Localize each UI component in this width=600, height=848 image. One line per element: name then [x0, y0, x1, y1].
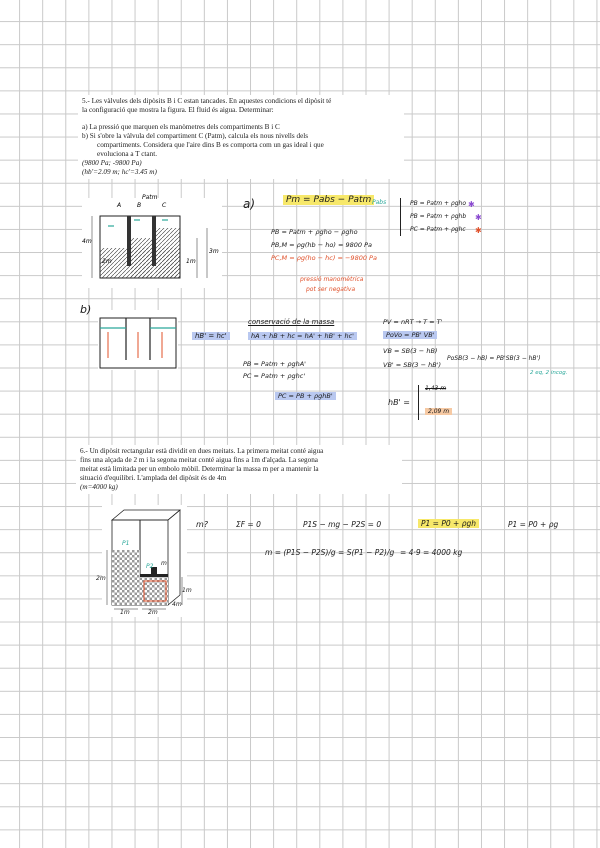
- figure-6-label-2m: 2m: [96, 575, 106, 582]
- part-b-eq-h: hB' = hc': [192, 332, 230, 340]
- part-b-hb-solution-1: 1,43 m: [425, 385, 447, 392]
- figure-5b-svg: [98, 310, 178, 370]
- problem-5-item-b1: b) Si s'obre la vàlvula del compartiment C (Patm), calcula els nous nivells dels: [82, 132, 309, 140]
- part-6-force-eq: P1S − mg − P2S = 0: [303, 520, 382, 529]
- figure-5-svg: [82, 198, 222, 288]
- figure-5-tanks: [82, 194, 222, 288]
- part-a-label: a): [243, 197, 256, 211]
- part-a-eq-pb: PB = Patm + ρgho − ρgho: [271, 228, 358, 236]
- part-b-eq-pb2: PB = Patm + ρghA': [243, 360, 306, 368]
- problem-6-line-2: fins una alçada de 2 m i la segona meitat conté aigua fins a 1m d'alçada. La segona: [80, 456, 318, 464]
- problem-6-line-3: meitat està limitada per un embolo mòbil. Determinar la massa m per a mantenir la: [80, 465, 319, 473]
- problem-5-intro-1: 5.- Les vàlvules dels dipòsits B i C estan tancades. En aquestes condicions el dipòsit té: [82, 97, 332, 105]
- figure-5-label-4m: 4m: [82, 238, 92, 245]
- figure-6-piston: [140, 574, 168, 577]
- figure-5-label-a: A: [117, 202, 122, 209]
- part-b-hb-label: hB' =: [388, 398, 411, 407]
- part-a-note-1: pressió manomètrica: [300, 276, 364, 283]
- problem-6-line-1: 6.- Un dipòsit rectangular està dividit en dues meitats. La primera meitat conté aigua: [80, 447, 324, 455]
- problem-6-answer: (m=4000 kg): [80, 483, 118, 491]
- figure-6-label-width-left: 1m: [120, 609, 130, 616]
- part-a-eq-pcm: PC,M = ρg(ho − hc) = −9800 Pa: [271, 254, 377, 262]
- figure-5-label-patm: Patm: [142, 194, 158, 201]
- figure-5-label-3m: 3m: [209, 248, 219, 255]
- part-a-sys-2: PB = Patm + ρghb: [410, 213, 467, 220]
- part-b-note: 2 eq, 2 incog.: [530, 370, 568, 376]
- figure-6-label-m: m: [161, 560, 167, 567]
- problem-6-statement: [76, 445, 402, 494]
- problem-6-line-4: situació d'equilibri. L'amplada del dipòsit és de 4m: [80, 474, 227, 482]
- figure-6-label-p1: P1: [122, 540, 130, 547]
- part-b-vb2: VB' = SB(3 − hB'): [383, 361, 442, 369]
- part-a-star-2: ✱: [475, 213, 482, 222]
- problem-5-intro-2: la configuració que mostra la figura. El fluid és aigua. Determinar:: [82, 106, 274, 114]
- figure-5-label-b: B: [137, 202, 142, 209]
- part-b-mass-eq: hA + hB + hc = hA' + hB' + hc': [248, 332, 357, 340]
- part-a-sys-3: PC = Patm + ρghc: [410, 226, 466, 233]
- part-6-question: m?: [196, 520, 209, 529]
- problem-5-statement: [78, 95, 404, 179]
- problem-5-answer: (9800 Pa; -9800 Pa): [82, 159, 142, 167]
- part-a-main-equation: Pm = Pabs − Patm: [283, 195, 374, 205]
- problem-5-heights: (hb'=2.09 m; hc'=3.45 m): [82, 168, 157, 176]
- part-b-bracket-eq: PoSB(3 − hB) = PB'SB(3 − hB'): [447, 355, 541, 362]
- part-b-hb-solution-2: 2,09 m: [425, 408, 452, 415]
- problem-5-item-b2: compartiments. Considera que l'aire dins B es comporta com un gas ideal i que: [97, 141, 324, 149]
- part-b-solution-bracket: [418, 385, 421, 420]
- part-6-p1b: P1 = P0 + ρg: [508, 520, 559, 529]
- figure-6-label-4m: 4m: [172, 601, 182, 608]
- part-b-gas-eq: PoVo = PB' VB': [383, 331, 437, 339]
- figure-6-label-width-right: 2m: [148, 609, 158, 616]
- part-6-result: = 4·9 = 4000 kg: [400, 548, 463, 557]
- part-6-p1: P1 = P0 + ρgh: [418, 519, 479, 528]
- part-b-gas-law: PV = nRT → T = T': [383, 318, 443, 326]
- figure-6-water-left: [112, 550, 140, 605]
- part-a-star-3: ✱: [475, 226, 482, 235]
- part-b-conservation-title: conservació de la massa: [248, 318, 335, 326]
- figure-5-label-c: C: [162, 202, 167, 209]
- part-6-mass-eq: m = (P1S − P2S)/g = S(P1 − P2)/g: [265, 548, 395, 557]
- part-b-label: b): [80, 303, 92, 316]
- figure-6-label-1m: 1m: [182, 587, 192, 594]
- part-b-eq-pc2: PC = Patm + ρghc': [243, 372, 306, 380]
- part-a-sys-1: PB = Patm + ρgho: [410, 200, 467, 207]
- figure-6-label-p2: P2: [146, 563, 154, 570]
- problem-5-item-a: a) La pressió que marquen els manòmetres dels compartiments B i C: [82, 123, 280, 131]
- figure-6-tank: [96, 505, 192, 617]
- part-a-side-label: Pabs: [372, 199, 387, 206]
- part-a-note-2: pot ser negativa: [306, 286, 356, 293]
- figure-5-label-2m: 2m: [102, 258, 112, 265]
- part-a-eq-pbm: PB,M = ρg(hb − ho) = 9800 Pa: [271, 241, 372, 249]
- problem-5-item-b3: evoluciona a T ctant.: [97, 150, 158, 158]
- part-b-final-eq: PC = PB + ρghB': [275, 392, 336, 400]
- part-a-system-bracket: [400, 198, 403, 236]
- part-6-sum-forces: ΣF = 0: [236, 520, 261, 529]
- part-a-star-1: ✱: [468, 200, 475, 209]
- part-b-vb: VB = SB(3 − hB): [383, 347, 438, 355]
- figure-5-label-1m: 1m: [186, 258, 196, 265]
- figure-5b-tanks: [98, 310, 178, 370]
